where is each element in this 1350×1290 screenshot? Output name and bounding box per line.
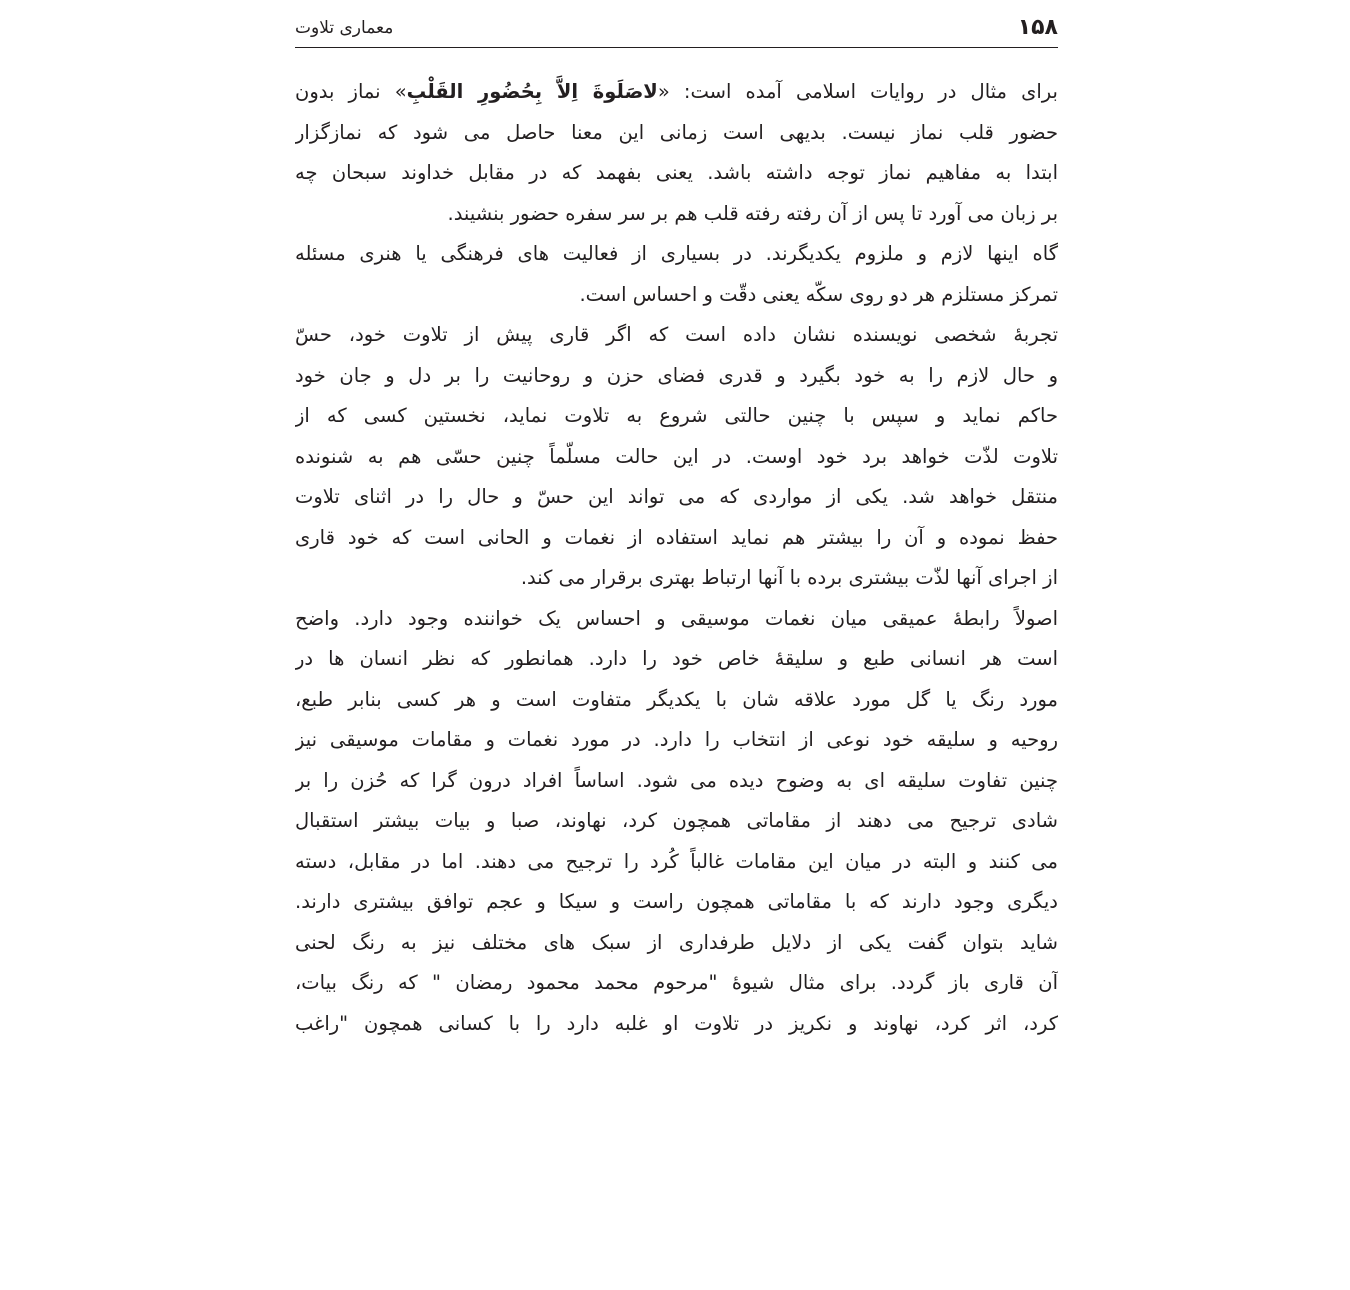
text-segment: » نماز بدون bbox=[295, 80, 407, 103]
text-line: بر زبان می آورد تا پس از آن رفته رفته قلب هم بر سر سفره حضور بنشیند. bbox=[447, 201, 1058, 225]
page-number: ۱۵۸ bbox=[1017, 15, 1058, 40]
book-page bbox=[295, 0, 1058, 1290]
text-line: گاه اینها لازم و ملزوم یکدیگرند. در بسیاری از فعالیت های فرهنگی یا هنری مسئله bbox=[295, 242, 1058, 265]
text-line: تمرکز مستلزم هر دو روی سکّه یعنی دقّت و احساس است. bbox=[579, 282, 1058, 306]
text-line: و حال لازم را به خود بگیرد و قدری فضای حزن و روحانیت را بر دل و جان خود bbox=[295, 363, 1058, 387]
text-line bbox=[295, 72, 1058, 113]
text-line: تجربۀ شخصی نویسنده نشان داده است که اگر قاری پیش از تلاوت خود، حسّ bbox=[295, 323, 1058, 346]
text-segment: برای مثال در روایات اسلامی آمده است: « bbox=[657, 80, 1058, 103]
hadith-quote: لاصَلَوةَ اِلاَّ بِحُضُورِ القَلْبِ bbox=[406, 80, 658, 103]
text-line: آن قاری باز گردد. برای مثال شیوۀ "مرحوم محمد محمود رمضان " که رنگ بیات، bbox=[295, 971, 1058, 994]
text-line: ابتدا به مفاهیم نماز توجه داشته باشد. یعنی بفهمد که در مقابل خداوند سبحان چه bbox=[295, 161, 1058, 184]
text-line: چنین تفاوت سلیقه ای به وضوح دیده می شود. اساساً افراد درون گرا که حُزن را بر bbox=[295, 768, 1058, 792]
page-header bbox=[295, 8, 1058, 42]
text-line: از اجرای آنها لذّت بیشتری برده با آنها ارتباط بهتری برقرار می کند. bbox=[520, 566, 1058, 589]
text-line: حاکم نماید و سپس با چنین حالتی شروع به تلاوت نماید، نخستین کسی که از bbox=[295, 404, 1058, 427]
text-line: اصولاً رابطۀ عمیقی میان نغمات موسیقی و احساس یک خواننده وجود دارد. واضح bbox=[295, 606, 1058, 630]
running-title: معماری تلاوت bbox=[295, 18, 394, 38]
text-line: مورد رنگ یا گل مورد علاقه شان با یکدیگر متفاوت است و هر کسی بنابر طبع، bbox=[295, 687, 1058, 711]
text-line: است هر انسانی طبع و سلیقۀ خاص خود را دارد. همانطور که نظر انسان ها در bbox=[295, 647, 1058, 670]
text-line: حفظ نموده و آن را بیشتر هم نماید استفاده از نغمات و الحانی است که خود قاری bbox=[295, 525, 1058, 549]
text-line: می کنند و البته در میان این مقامات غالباً کُرد را ترجیح می دهند. اما در مقابل، دسته bbox=[295, 849, 1058, 873]
text-line: شادی ترجیح می دهند از مقاماتی همچون کرد، نهاوند، صبا و بیات بیشتر استقبال bbox=[295, 809, 1058, 832]
page-body bbox=[295, 72, 1058, 1044]
text-line: منتقل خواهد شد. یکی از مواردی که می تواند این حسّ و حال را در اثنای تلاوت bbox=[295, 485, 1058, 508]
text-line: حضور قلب نماز نیست. بدیهی است زمانی این معنا حاصل می شود که نمازگزار bbox=[295, 120, 1058, 144]
text-line: شاید بتوان گفت یکی از دلایل طرفداری از سبک های مختلف نیز به رنگ لحنی bbox=[295, 930, 1058, 954]
header-rule bbox=[295, 47, 1058, 48]
text-line: دیگری وجود دارند که با مقاماتی همچون راست و سیکا و عجم توافق بیشتری دارند. bbox=[295, 890, 1058, 913]
text-line: روحیه و سلیقه خود نوعی از انتخاب را دارد. در مورد نغمات و مقامات موسیقی نیز bbox=[295, 728, 1058, 751]
text-line: کرد، اثر کرد، نهاوند و نکریز در تلاوت او غلبه دارد را با کسانی همچون "راغب bbox=[295, 1011, 1058, 1035]
text-line: تلاوت لذّت خواهد برد خود اوست. در این حالت مسلّماً چنین حسّی هم به شنونده bbox=[295, 444, 1058, 468]
